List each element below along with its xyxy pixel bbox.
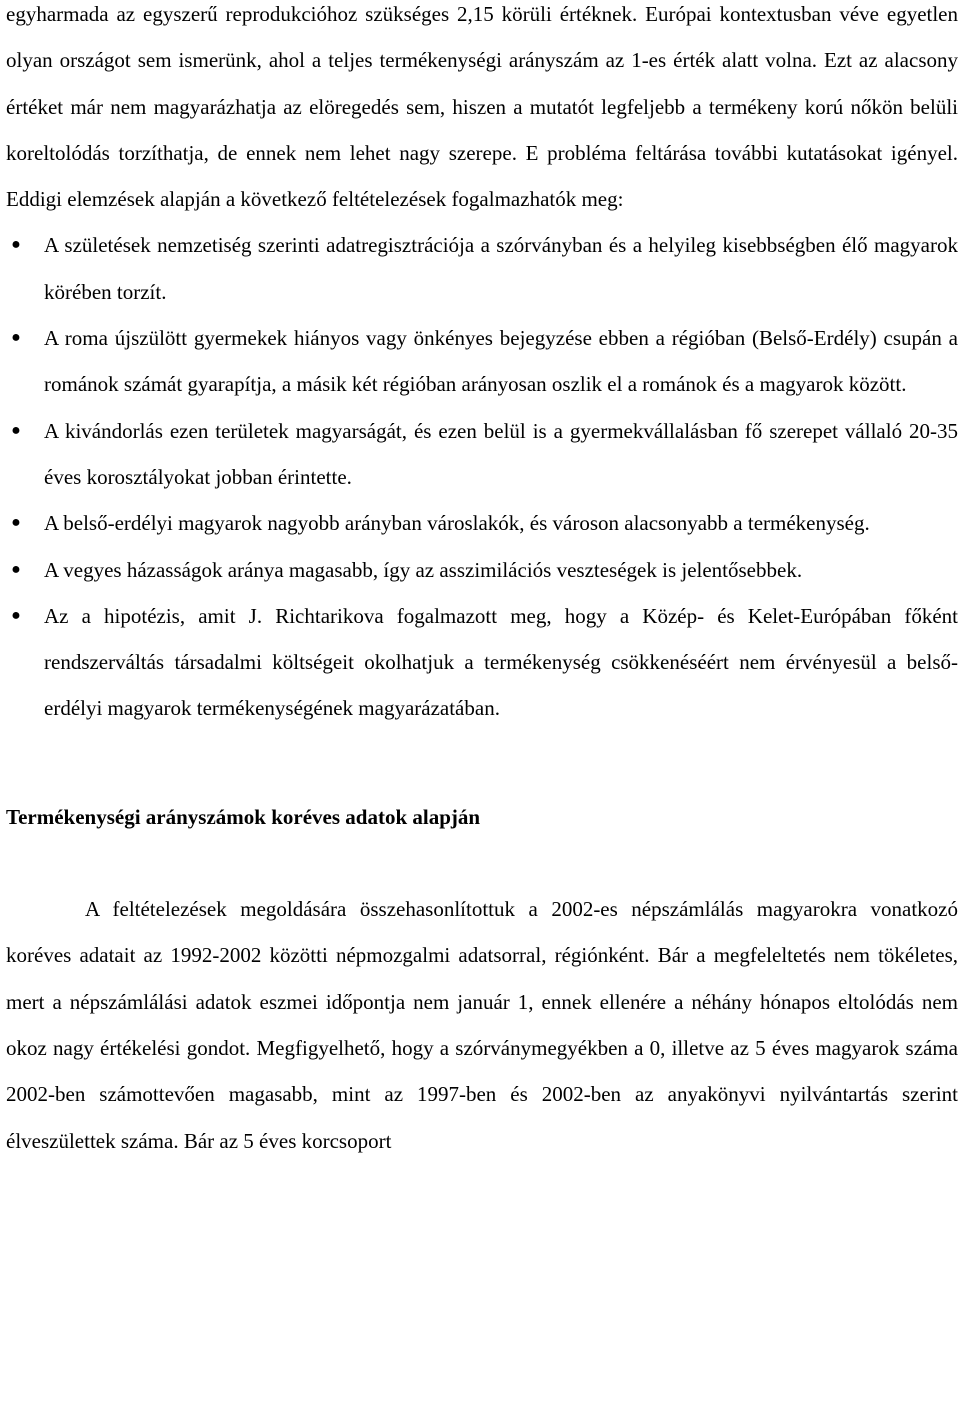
list-item bbox=[6, 222, 958, 315]
bullet-icon: ● bbox=[11, 421, 21, 439]
list-item bbox=[6, 500, 958, 546]
list-item-text: A születések nemzetiség szerinti adatregisztrációja a szórványban és a helyileg kisebbségben élő magyarok körében torzít. bbox=[44, 233, 958, 304]
list-item bbox=[6, 408, 958, 501]
list-item-text: A belső-erdélyi magyarok nagyobb arányban városlakók, és városon alacsonyabb a termékenység. bbox=[44, 511, 870, 536]
list-item bbox=[6, 315, 958, 408]
list-item bbox=[6, 547, 958, 593]
section-heading: Termékenységi arányszámok koréves adatok alapján bbox=[6, 804, 481, 829]
list-item-text: Az a hipotézis, amit J. Richtarikova fogalmazott meg, hogy a Közép- és Kelet-Európában főként rendszerváltás társadalmi költségeit okolhatjuk a termékenység csökkenéséért nem érvényesül a belső-erdélyi magyarok termékenységének magyarázatában. bbox=[44, 603, 958, 721]
list-item-text: A vegyes házasságok aránya magasabb, így az asszimilációs veszteségek is jelentősebbek. bbox=[44, 557, 803, 582]
body-paragraph: A feltételezések megoldására összehasonlítottuk a 2002-es népszámlálás magyarokra vonatkozó koréves adatait az 1992-2002 közötti népmozgalmi adatsorral, régiónként. Bár a megfeleltetés nem tökéletes, mert a népszámlálási adatok eszmei időpontja nem január 1, ennek ellenére a néhány hónapos eltolódás nem okoz nagy értékelési gondot. Megfigyelhető, hogy a szórványmegyékben a 0, illetve az 5 éves magyarok száma 2002-ben számottevően magasabb, mint az 1997-ben és 2002-ben az anyakönyvi nyilvántartás szerint élveszülettek száma. Bár az 5 éves korcsoport bbox=[6, 897, 958, 1153]
bullet-icon: ● bbox=[11, 329, 21, 347]
list-item-text: A roma újszülött gyermekek hiányos vagy önkényes bejegyzése ebben a régióban (Belső-Erdély) csupán a románok számát gyarapítja, a másik két régióban arányosan oszlik el a románok és a magyarok között. bbox=[44, 326, 958, 397]
bullet-icon: ● bbox=[11, 560, 21, 578]
bullet-icon: ● bbox=[11, 514, 21, 532]
list-item bbox=[6, 593, 958, 732]
list-item-text: A kivándorlás ezen területek magyarságát, és ezen belül is a gyermekvállalásban fő szerepet vállaló 20-35 éves korosztályokat jobban érintette. bbox=[44, 418, 958, 489]
hypotheses-list bbox=[6, 222, 960, 731]
bullet-icon: ● bbox=[11, 236, 21, 254]
intro-paragraph: egyharmada az egyszerű reprodukcióhoz szükséges 2,15 körüli értéknek. Európai kontextusban véve egyetlen olyan országot sem ismerünk, ahol a teljes termékenységi arányszám az 1-es érték alatt volna. Ezt az alacsony értéket már nem magyarázhatja az elöregedés sem, hiszen a mutatót legfeljebb a termékeny korú nőkön belüli koreltolódás torzíthatja, de ennek nem lehet nagy szerepe. E probléma feltárása további kutatásokat igényel. Eddigi elemzések alapján a következő feltételezések fogalmazhatók meg: bbox=[6, 2, 958, 212]
bullet-icon: ● bbox=[11, 606, 21, 624]
